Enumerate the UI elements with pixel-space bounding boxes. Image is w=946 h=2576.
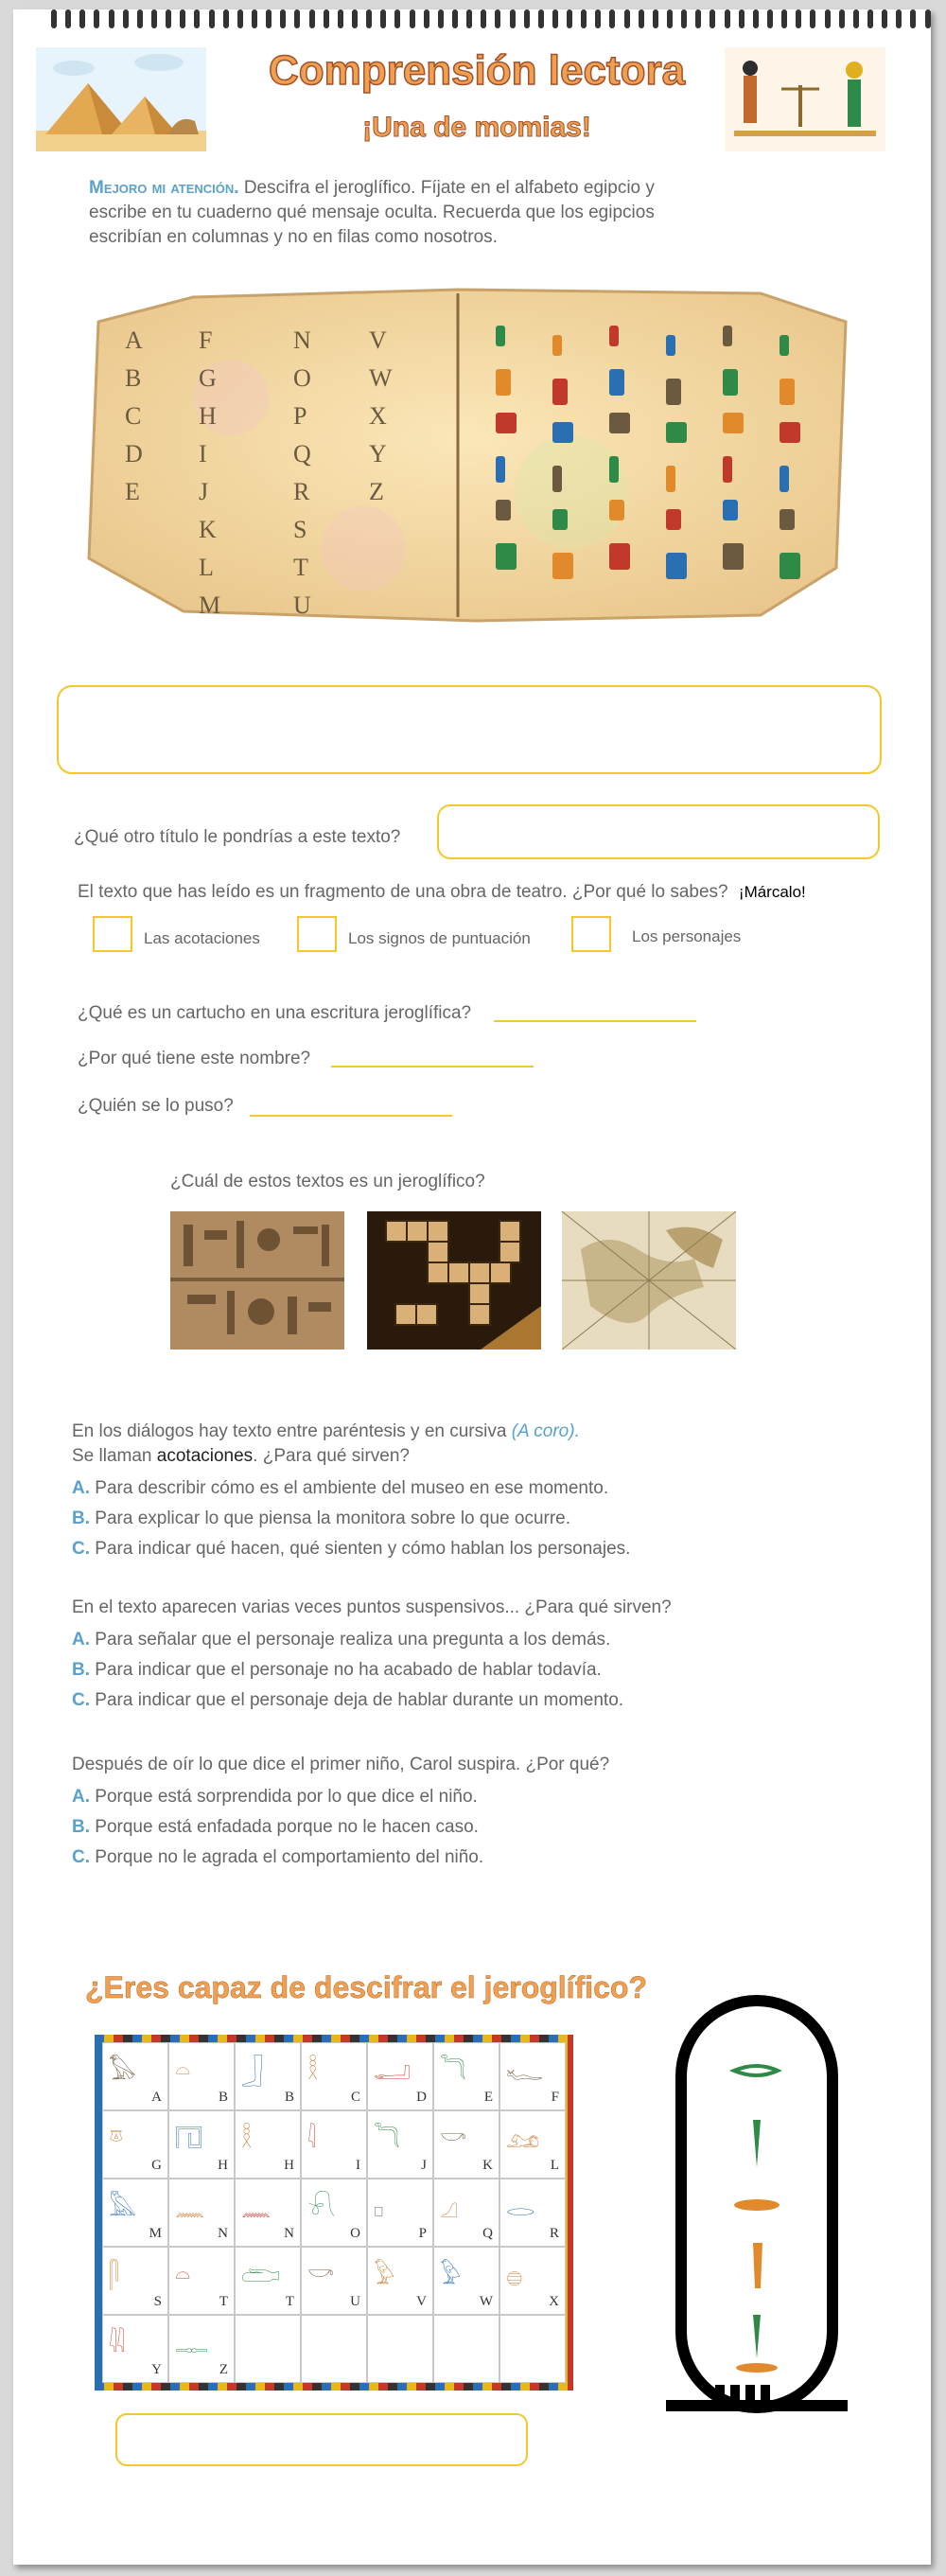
spiral-ring — [681, 9, 687, 28]
grid-cell — [433, 2042, 499, 2110]
grid-cell — [301, 2315, 367, 2383]
spiral-ring — [237, 9, 243, 28]
photo-crossword[interactable] — [367, 1211, 541, 1350]
grid-letter: A — [151, 2090, 162, 2105]
instructions-keyword: Mejoro mi atención. — [89, 178, 239, 198]
spiral-ring — [194, 9, 200, 28]
alphabet-column-4 — [369, 322, 393, 511]
acotaciones-example: (A coro). — [511, 1421, 580, 1441]
egyptian-scene-icon — [725, 47, 885, 151]
hieroglyph-glyph — [609, 456, 619, 483]
alphabet-letter: D — [125, 440, 143, 468]
acotaciones-question — [72, 1420, 658, 1469]
grid-letter: H — [218, 2158, 228, 2173]
hieroglyph-glyph — [496, 543, 517, 570]
hieroglyph-glyph — [723, 369, 738, 396]
spiral-ring — [180, 9, 185, 28]
spiral-ring — [65, 9, 71, 28]
spiral-ring — [151, 9, 157, 28]
hieroglyph-icon: 𓎡 — [440, 2125, 467, 2153]
option-letter: A. — [72, 1478, 90, 1498]
grid-cell — [235, 2179, 301, 2247]
acotaciones-intro-b: Se llaman — [72, 1446, 152, 1466]
hieroglyph-glyph — [609, 369, 624, 396]
spiral-ring — [839, 9, 845, 28]
alphabet-column-2 — [199, 322, 220, 625]
hieroglyph-icon: 𓃭 — [506, 2125, 540, 2153]
hieroglyph-icon: 𓍯 — [307, 2193, 336, 2221]
option-text: Porque está enfadada porque no le hacen caso. — [95, 1817, 479, 1837]
spiral-ring — [266, 9, 272, 28]
hieroglyph-tablet — [79, 284, 865, 625]
hieroglyph-glyph — [666, 379, 681, 405]
spiral-ring — [853, 9, 859, 28]
hieroglyph-glyph — [552, 335, 562, 356]
alphabet-letter: N — [293, 326, 311, 354]
grid-cell — [168, 2315, 235, 2383]
spiral-ring — [51, 9, 57, 28]
checkbox-personajes[interactable] — [571, 916, 611, 952]
hieroglyph-glyph — [496, 369, 511, 396]
hieroglyph-icon: 𓂧 — [241, 2261, 280, 2289]
grid-cell — [235, 2042, 301, 2110]
answer-box-message[interactable] — [57, 685, 882, 774]
tablet-stone — [79, 284, 865, 625]
hieroglyph-icon: 𓆓 — [374, 2125, 400, 2153]
grid-cell — [367, 2042, 433, 2110]
spiral-ring — [624, 9, 630, 28]
grid-letter: B — [218, 2090, 228, 2105]
alphabet-letter: C — [125, 402, 142, 430]
option-text: Para explicar lo que piensa la monitora sobre lo que ocurre. — [95, 1509, 571, 1528]
grid-letter: K — [482, 2158, 493, 2173]
alphabet-letter: E — [125, 478, 140, 505]
alphabet-letter: J — [199, 478, 209, 505]
worksheet — [13, 9, 931, 2565]
photo-hieroglyph-carving[interactable] — [170, 1211, 344, 1350]
spiral-ring — [466, 9, 472, 28]
hieroglyph-icon: 𓈖 — [241, 2193, 272, 2221]
alphabet-letter: K — [199, 516, 217, 543]
hieroglyph-icon: 𓆑 — [506, 2056, 544, 2085]
option-letter: A. — [72, 1787, 90, 1807]
pyramids-icon — [36, 47, 206, 151]
grid-cell — [301, 2042, 367, 2110]
answer-line[interactable] — [250, 1115, 452, 1117]
alphabet-letter: V — [369, 326, 387, 354]
hieroglyph-glyph — [780, 422, 800, 443]
page-subtitle: ¡Una de momias! — [362, 112, 591, 143]
spiral-ring — [209, 9, 215, 28]
choice-label: Las acotaciones — [144, 929, 260, 947]
hieroglyph-glyph — [780, 553, 800, 579]
option-row[interactable] — [72, 1478, 608, 1499]
alphabet-letter: T — [293, 554, 308, 581]
alphabet-letter: R — [293, 478, 310, 505]
option-row[interactable] — [72, 1847, 483, 1868]
option-letter: C. — [72, 1690, 90, 1710]
grid-letter: Z — [219, 2362, 228, 2377]
theatre-question — [78, 880, 806, 905]
hieroglyph-icon: 𓇌 — [109, 2329, 126, 2357]
grid-cell — [433, 2315, 499, 2383]
hieroglyph-icon: 𓈖 — [175, 2193, 205, 2221]
grid-letter: V — [416, 2294, 427, 2309]
hieroglyph-icon: 𓅱 — [374, 2261, 395, 2289]
grid-letter: G — [151, 2158, 162, 2173]
grid-letter: Q — [482, 2226, 493, 2241]
answer-line[interactable] — [494, 1020, 696, 1022]
alphabet-letter: S — [293, 516, 307, 543]
alphabet-letter: G — [199, 364, 217, 392]
theatre-question-text: El texto que has leído es un fragmento de una obra de teatro. ¿Por qué lo sabes? — [78, 882, 728, 902]
hieroglyph-glyph — [552, 509, 568, 530]
spiral-ring — [424, 9, 429, 28]
grid-cell — [235, 2247, 301, 2315]
grid-letter: O — [350, 2226, 360, 2241]
title-answer-box[interactable] — [437, 804, 880, 859]
alphabet-column-3 — [293, 322, 311, 625]
hieroglyph-glyph — [723, 326, 732, 346]
grid-cell — [499, 2110, 566, 2179]
grid-cell — [433, 2179, 499, 2247]
grid-letter: U — [350, 2294, 360, 2309]
grid-cell — [102, 2042, 168, 2110]
grid-cell — [301, 2110, 367, 2179]
hieroglyph-glyph — [496, 500, 511, 520]
decipher-title: ¿Eres capaz de descifrar el jeroglífico? — [85, 1970, 647, 2004]
option-text: Para indicar que el personaje no ha acabado de hablar todavía. — [95, 1660, 602, 1680]
spiral-ring — [653, 9, 658, 28]
spiral-ring — [452, 9, 458, 28]
grid-letter: N — [284, 2226, 294, 2241]
hieroglyph-icon: 𓉔 — [175, 2125, 203, 2153]
grid-cell — [301, 2179, 367, 2247]
grid-letter: J — [421, 2158, 427, 2173]
option-text: Para indicar qué hacen, qué sienten y cómo hablan los personajes. — [95, 1539, 631, 1559]
hieroglyph-glyph — [552, 466, 562, 492]
option-text: Para señalar que el personaje realiza una pregunta a los demás. — [95, 1630, 611, 1650]
option-row[interactable] — [72, 1660, 602, 1681]
alphabet-letter: H — [199, 402, 217, 430]
hieroglyph-glyph — [609, 543, 630, 570]
spiral-ring — [495, 9, 500, 28]
alphabet-letter: Z — [369, 478, 384, 505]
hieroglyph-glyph — [666, 466, 675, 492]
alphabet-letter: O — [293, 364, 311, 392]
spiral-ring — [79, 9, 85, 28]
grid-letter: R — [549, 2226, 559, 2241]
hieroglyph-icon: 𓎛 — [241, 2125, 253, 2153]
spiral-ring — [925, 9, 931, 28]
hieroglyph-glyph — [609, 326, 619, 346]
grid-cell — [102, 2179, 168, 2247]
hieroglyph-icon: 𓈎 — [440, 2193, 458, 2221]
hieroglyph-icon: 𓅃 — [109, 2056, 136, 2085]
grid-letter: H — [284, 2158, 294, 2173]
grid-letter: N — [218, 2226, 228, 2241]
spiral-ring — [123, 9, 129, 28]
grid-cell — [499, 2247, 566, 2315]
alphabet-letter: U — [293, 591, 311, 619]
grid-letter: B — [284, 2090, 294, 2105]
option-letter: B. — [72, 1817, 90, 1837]
hieroglyph-icon: 𓏏 — [175, 2261, 191, 2289]
spiral-ring — [609, 9, 615, 28]
spiral-ring — [753, 9, 759, 28]
grid-cell — [367, 2179, 433, 2247]
answer-line[interactable] — [331, 1066, 534, 1067]
hieroglyph-glyph — [723, 413, 744, 433]
grid-cell — [168, 2042, 235, 2110]
grid-cell — [102, 2110, 168, 2179]
grid-letter: T — [285, 2294, 294, 2309]
alphabet-letter: A — [125, 326, 143, 354]
hieroglyph-glyph — [552, 422, 573, 443]
grid-cell — [499, 2179, 566, 2247]
spiral-ring — [94, 9, 99, 28]
hieroglyph-icon: 𓃀 — [241, 2056, 264, 2085]
acotaciones-term: acotaciones — [156, 1446, 254, 1466]
grid-cell — [367, 2247, 433, 2315]
carol-question: Después de oír lo que dice el primer niño, Carol suspira. ¿Por qué? — [72, 1755, 610, 1774]
hieroglyph-glyph — [780, 379, 795, 405]
alphabet-letter: P — [293, 402, 307, 430]
grid-letter: S — [153, 2294, 162, 2309]
spiral-ring — [438, 9, 444, 28]
acotaciones-intro: En los diálogos hay texto entre paréntesis y en cursiva — [72, 1421, 507, 1441]
hieroglyph-icon: 𓊪 — [374, 2193, 384, 2221]
spiral-ring — [667, 9, 673, 28]
alphabet-letter: Y — [369, 440, 387, 468]
choice-label: Los personajes — [632, 927, 742, 945]
grid-letter: X — [549, 2294, 559, 2309]
grid-letter: I — [356, 2158, 360, 2173]
hieroglyph-glyph — [496, 326, 505, 346]
hieroglyph-icon: 𓊃 — [175, 2329, 209, 2357]
spiral-ring — [896, 9, 902, 28]
option-letter: B. — [72, 1509, 90, 1528]
option-letter: A. — [72, 1630, 90, 1650]
option-text: Porque está sorprendida por lo que dice el niño. — [95, 1787, 478, 1807]
hieroglyph-glyph — [723, 500, 738, 520]
spiral-ring — [510, 9, 516, 28]
spiral-binding — [51, 9, 931, 30]
name-question: ¿Por qué tiene este nombre? — [78, 1049, 311, 1068]
grid-cell — [499, 2042, 566, 2110]
hieroglyph-icon: 𓎼 — [109, 2125, 124, 2153]
hieroglyph-icon: 𓐍 — [506, 2261, 523, 2289]
grid-letter: W — [479, 2294, 493, 2309]
hieroglyph-glyph — [496, 456, 505, 483]
hieroglyph-icon: 𓅓 — [109, 2193, 137, 2221]
grid-letter: L — [550, 2158, 559, 2173]
spiral-ring — [639, 9, 644, 28]
spiral-ring — [882, 9, 887, 28]
spiral-ring — [781, 9, 787, 28]
spiral-ring — [137, 9, 143, 28]
hieroglyph-icon: 𓂝 — [374, 2056, 412, 2085]
spiral-ring — [910, 9, 916, 28]
grid-letter: D — [416, 2090, 427, 2105]
hieroglyph-glyph — [609, 413, 630, 433]
grid-letter: E — [483, 2090, 493, 2105]
grid-letter: M — [149, 2226, 162, 2241]
alphabet-letter: B — [125, 364, 142, 392]
spiral-ring — [710, 9, 715, 28]
who-question: ¿Quién se lo puso? — [78, 1096, 234, 1116]
spiral-ring — [109, 9, 114, 28]
spiral-ring — [739, 9, 745, 28]
spiral-ring — [581, 9, 587, 28]
hieroglyph-glyph — [780, 509, 795, 530]
hieroglyph-alphabet-grid — [95, 2035, 573, 2391]
choice-label: Los signos de puntuación — [348, 929, 531, 947]
grid-cell — [367, 2110, 433, 2179]
grid-cell — [499, 2315, 566, 2383]
option-letter: B. — [72, 1660, 90, 1680]
spiral-ring — [595, 9, 601, 28]
spiral-ring — [767, 9, 773, 28]
hieroglyph-question: ¿Cuál de estos textos es un jeroglífico? — [170, 1172, 485, 1191]
spiral-ring — [867, 9, 873, 28]
hieroglyph-icon: 𓇋 — [307, 2125, 316, 2153]
hieroglyph-icon: 𓆓 — [440, 2056, 466, 2085]
alphabet-letter: W — [369, 364, 393, 392]
spiral-ring — [166, 9, 171, 28]
hieroglyph-glyph — [609, 500, 624, 520]
alphabet-letter: X — [369, 402, 387, 430]
spiral-ring — [524, 9, 530, 28]
hieroglyph-glyph — [666, 335, 675, 356]
grid-cell — [301, 2247, 367, 2315]
grid-letter: P — [418, 2226, 427, 2241]
grid-letter: F — [551, 2090, 559, 2105]
option-row[interactable] — [72, 1817, 479, 1838]
grid-cell — [235, 2315, 301, 2383]
alphabet-column-1 — [125, 322, 143, 511]
hieroglyph-icon: 𓎡 — [307, 2261, 335, 2289]
grid-cell — [102, 2247, 168, 2315]
option-text: Para describir cómo es el ambiente del museo en ese momento. — [95, 1478, 609, 1498]
option-row[interactable] — [72, 1690, 623, 1711]
spiral-ring — [538, 9, 544, 28]
spiral-ring — [252, 9, 257, 28]
spiral-ring — [810, 9, 815, 28]
option-letter: C. — [72, 1847, 90, 1867]
grid-cell — [168, 2247, 235, 2315]
option-text: Porque no le agrada el comportamiento del niño. — [95, 1847, 484, 1867]
grid-cell — [367, 2315, 433, 2383]
hieroglyph-glyph — [552, 379, 568, 405]
spiral-ring — [309, 9, 315, 28]
instructions-text: Descifra el jeroglífico. Fíjate en el alfabeto egipcio y escribe en tu cuaderno qué mensaje oculta. Recuerda que los egipcios escribían en columnas y no en filas como nosotros. — [89, 178, 655, 247]
decipher-answer-box[interactable] — [115, 2413, 528, 2466]
spiral-ring — [294, 9, 300, 28]
hieroglyph-glyph — [666, 553, 687, 579]
cartouche — [662, 1987, 851, 2451]
spiral-ring — [552, 9, 558, 28]
hieroglyph-glyph — [666, 422, 687, 443]
cartouche-question: ¿Qué es un cartucho en una escritura jeroglífica? — [78, 1003, 472, 1023]
grid-cell — [168, 2179, 235, 2247]
alphabet-letter: M — [199, 591, 221, 619]
spiral-ring — [825, 9, 831, 28]
spiral-ring — [324, 9, 329, 28]
hieroglyph-glyph — [780, 466, 789, 492]
alphabet-letter: F — [199, 326, 213, 354]
option-letter: C. — [72, 1539, 90, 1559]
grid-cell — [433, 2110, 499, 2179]
grid-cell — [235, 2110, 301, 2179]
hieroglyph-glyph — [552, 553, 573, 579]
hieroglyph-glyph — [780, 335, 789, 356]
hieroglyph-icon: 𓎛 — [307, 2056, 319, 2085]
spiral-ring — [223, 9, 229, 28]
hieroglyph-icon: 𓋴 — [109, 2261, 119, 2289]
spiral-ring — [394, 9, 400, 28]
hieroglyph-glyph — [723, 456, 732, 483]
spiral-ring — [280, 9, 286, 28]
checkbox-acotaciones[interactable] — [93, 916, 132, 952]
option-row[interactable] — [72, 1787, 478, 1808]
instructions — [89, 176, 675, 250]
grid-cell — [102, 2315, 168, 2383]
hieroglyph-glyph — [723, 543, 744, 570]
option-row[interactable] — [72, 1509, 570, 1529]
photo-old-map[interactable] — [562, 1211, 736, 1350]
alphabet-letter: I — [199, 440, 207, 468]
hieroglyph-glyph — [666, 509, 681, 530]
spiral-ring — [796, 9, 801, 28]
spiral-ring — [481, 9, 486, 28]
spiral-ring — [695, 9, 701, 28]
spiral-ring — [380, 9, 386, 28]
spiral-ring — [338, 9, 343, 28]
mark-it-label: ¡Márcalo! — [738, 883, 806, 901]
hieroglyph-glyph — [496, 413, 517, 433]
grid-letter: T — [219, 2294, 228, 2309]
grid-cell — [168, 2110, 235, 2179]
spiral-ring — [410, 9, 415, 28]
alphabet-letter: Q — [293, 440, 311, 468]
spiral-ring — [725, 9, 730, 28]
acotaciones-intro-c: . ¿Para qué sirven? — [253, 1446, 410, 1466]
hieroglyph-icon: 𓂋 — [506, 2193, 535, 2221]
checkbox-puntuacion[interactable] — [297, 916, 337, 952]
option-text: Para indicar que el personaje deja de hablar durante un momento. — [95, 1690, 624, 1710]
option-row[interactable] — [72, 1630, 610, 1650]
option-row[interactable] — [72, 1539, 630, 1560]
grid-letter: Y — [151, 2362, 162, 2377]
alphabet-letter: L — [199, 554, 214, 581]
title-question: ¿Qué otro título le pondrías a este texto? — [74, 827, 401, 847]
hieroglyph-icon: 𓅱 — [440, 2261, 462, 2289]
hieroglyph-icon: 𓏏 — [175, 2056, 191, 2085]
page-title: Comprensión lectora — [268, 47, 686, 94]
spiral-ring — [366, 9, 372, 28]
spiral-ring — [567, 9, 572, 28]
spiral-ring — [352, 9, 358, 28]
grid-letter: C — [350, 2090, 360, 2105]
grid-cell — [433, 2247, 499, 2315]
puntos-question: En el texto aparecen varias veces puntos suspensivos... ¿Para qué sirven? — [72, 1597, 672, 1617]
